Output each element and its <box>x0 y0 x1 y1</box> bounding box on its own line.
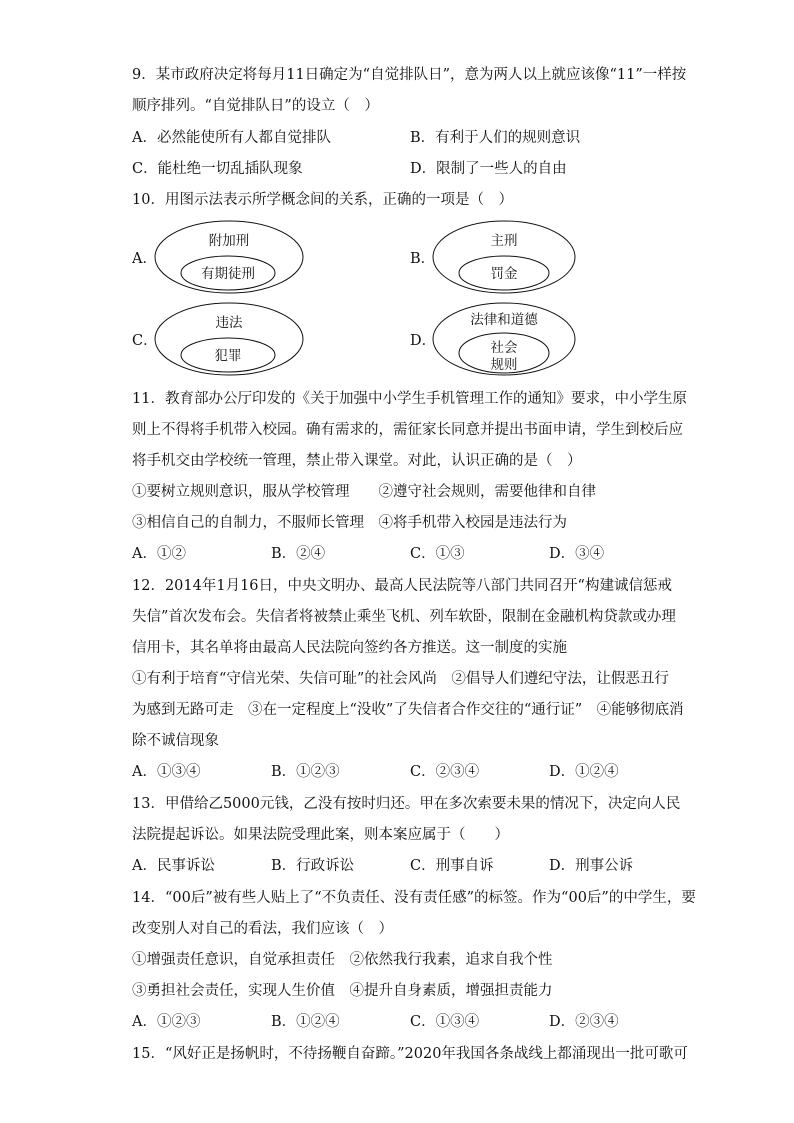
q14-option-d: D．②③④ <box>549 1014 619 1030</box>
q12-stem-line1: 12．2014年1月16日，中央文明办、最高人民法院等八部门共同召开“构建诚信惩戒 <box>132 578 672 594</box>
q9-option-c: C．能杜绝一切乱插队现象 <box>132 161 303 177</box>
q12-option-b: B．①②③ <box>271 764 340 780</box>
q12-items-line2: 为感到无路可走 ③在一定程度上“没收”了失信者合作交往的“通行证” ④能够彻底消 <box>132 702 684 718</box>
q14-stem-line1: 14．“00后”被有些人贴上了“不负责任、没有责任感”的标签。作为“00后”的中学生，要 <box>132 890 696 906</box>
q10-diagram-d-inner-label-2: 规则 <box>490 357 518 373</box>
q14-option-c: C．①③④ <box>410 1014 480 1030</box>
q10-diagram-d-inner-label: 社会 <box>490 340 518 356</box>
q12-stem-line3: 信用卡，其名单将由最高人民法院向签约各方推送。这一制度的实施 <box>132 640 567 656</box>
q9-option-d: D．限制了一些人的自由 <box>410 161 567 177</box>
q12-option-a: A．①③④ <box>132 764 201 780</box>
q12-option-d: D．①②④ <box>549 764 619 780</box>
q10-diagram-d-outer-label: 法律和道德 <box>470 312 538 328</box>
q10-diagram-d-letter: D． <box>410 333 437 349</box>
q10-diagram-b-letter: B． <box>410 251 436 267</box>
q12-option-c: C．②③④ <box>410 764 480 780</box>
q15-stem-line1: 15．“风好正是扬帆时，不待扬鞭自奋蹄。”2020年我国各条战线上都涌现出一批可歌可 <box>132 1046 688 1062</box>
q11-option-d: D．③④ <box>549 546 605 562</box>
q10-stem: 10．用图示法表示所学概念间的关系，正确的一项是（ ） <box>132 192 513 208</box>
q10-diagram-b-outer-label: 主刑 <box>490 233 518 249</box>
q11-option-a: A．①② <box>132 546 186 562</box>
q13-option-d: D．刑事公诉 <box>549 858 634 874</box>
q13-option-c: C．刑事自诉 <box>410 858 494 874</box>
q10-diagram-a-letter: A． <box>132 251 157 267</box>
q10-diagram-c-letter: C． <box>132 333 158 349</box>
q9-option-a: A．必然能使所有人都自觉排队 <box>132 130 331 146</box>
q14-items-line1: ①增强责任意识，自觉承担责任 ②依然我行我素，追求自我个性 <box>132 952 553 968</box>
q9-option-b: B．有利于人们的规则意识 <box>410 130 581 146</box>
q12-items-line3: 除不诚信现象 <box>132 733 219 749</box>
q11-stem-line1: 11．教育部办公厅印发的《关于加强中小学生手机管理工作的通知》要求，中小学生原 <box>132 391 687 407</box>
q14-option-a: A．①②③ <box>132 1014 201 1030</box>
q13-option-a: A．民事诉讼 <box>132 858 215 874</box>
q10-diagram-c-outer-label: 违法 <box>215 315 243 331</box>
q10-diagram-b-inner-label: 罚金 <box>490 266 518 282</box>
q11-items-line1: ①要树立规则意识，服从学校管理 ②遵守社会规则，需要他律和自律 <box>132 484 596 500</box>
q9-stem-line2: 顺序排列。“自觉排队日”的设立（ ） <box>132 98 379 114</box>
q14-stem-line2: 改变别人对自己的看法，我们应该（ ） <box>132 921 393 937</box>
q11-option-b: B．②④ <box>271 546 326 562</box>
q10-diagram-a <box>154 220 310 296</box>
q12-stem-line2: 失信”首次发布会。失信者将被禁止乘坐飞机、列车软卧，限制在金融机构贷款或办理 <box>132 609 676 625</box>
q10-diagram-c <box>154 302 310 378</box>
q14-items-line2: ③勇担社会责任，实现人生价值 ④提升自身素质，增强担责能力 <box>132 983 553 999</box>
q11-stem-line2: 则上不得将手机带入校园。确有需求的，需征家长同意并提出书面申请，学生到校后应 <box>132 422 683 438</box>
q14-option-b: B．①②④ <box>271 1014 340 1030</box>
q10-diagram-c-inner-label: 犯罪 <box>214 348 242 364</box>
q13-stem-line2: 法院提起诉讼。如果法院受理此案，则本案应属于（ ） <box>132 827 509 843</box>
q10-diagram-a-inner-label: 有期徒刑 <box>201 266 255 282</box>
q11-items-line2: ③相信自己的自制力，不服师长管理 ④将手机带入校园是违法行为 <box>132 515 567 531</box>
q13-stem-line1: 13．甲借给乙5000元钱，乙没有按时归还。甲在多次索要未果的情况下，决定向人民 <box>132 796 681 812</box>
q10-diagram-a-outer-label: 附加刑 <box>208 233 250 249</box>
q12-items-line1: ①有利于培育“守信光荣、失信可耻”的社会风尚 ②倡导人们遵纪守法，让假恶丑行 <box>132 671 669 687</box>
q11-option-c: C．①③ <box>410 546 465 562</box>
q13-option-b: B．行政诉讼 <box>271 858 355 874</box>
q10-diagram-b <box>432 220 582 296</box>
q9-stem-line1: 9．某市政府决定将每月11日确定为“自觉排队日”，意为两人以上就应该像“11”一样按 <box>132 67 687 83</box>
q10-diagram-d <box>432 302 582 378</box>
q11-stem-line3: 将手机交由学校统一管理，禁止带入课堂。对此，认识正确的是（ ） <box>132 453 582 469</box>
